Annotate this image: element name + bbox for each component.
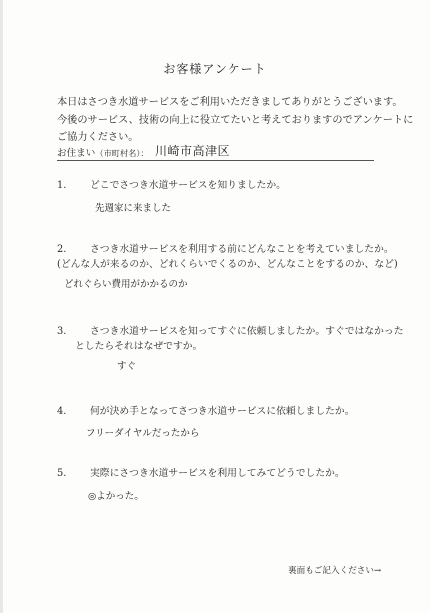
intro-text [57, 94, 414, 147]
question-text: どこでさつき水道サービスを知りましたか。 [90, 180, 286, 191]
intro-line: 今後のサービス、技術の向上に役立てたいと考えておりますのでアンケートに [57, 114, 414, 126]
address-label-main: お住まい [57, 148, 96, 159]
answer-4: フリーダイヤルだったから [86, 428, 200, 439]
survey-title: お客様アンケート [163, 62, 267, 76]
question-number: 1. [57, 180, 67, 191]
intro-line: 本日はさつき水道サービスをご利用いただきましてありがとうございます。 [57, 97, 403, 108]
question-number: 4. [57, 406, 67, 417]
answer-5: ◎よかった。 [88, 491, 144, 502]
address-value: 川崎市高津区 [155, 144, 231, 158]
answer-3: すぐ [117, 361, 137, 372]
intro-line: ご協力ください。 [57, 132, 139, 143]
question-text-cont: としたらそれはなぜですか。 [75, 341, 203, 352]
question-number: 3. [57, 326, 67, 337]
footer-note: 裏面もご記入ください→ [288, 566, 382, 576]
address-label-sub: （市町村名）： [95, 148, 149, 158]
question-text: 実際にさつき水道サービスを利用してみてどうでしたか。 [90, 468, 345, 479]
question-number: 2. [57, 244, 67, 255]
answer-1: 先週家に来ました [95, 203, 172, 214]
answer-2: どれぐらい費用がかかるのか [64, 279, 188, 290]
address-field[interactable] [57, 140, 374, 161]
question-text: さつき水道サービスを知ってすぐに依頼しましたか。すぐではなかった [90, 326, 404, 337]
question-number: 5. [57, 468, 67, 479]
address-label [57, 145, 149, 159]
scan-edge [0, 0, 3, 613]
question-text: 何が決め手となってさつき水道サービスに依頼しましたか。 [90, 406, 355, 417]
question-note: (どんな人が来るのか、どれくらいでくるのか、どんなことをするのか、など) [57, 259, 398, 270]
question-text: さつき水道サービスを利用する前にどんなことを考えていましたか。 [90, 244, 394, 255]
